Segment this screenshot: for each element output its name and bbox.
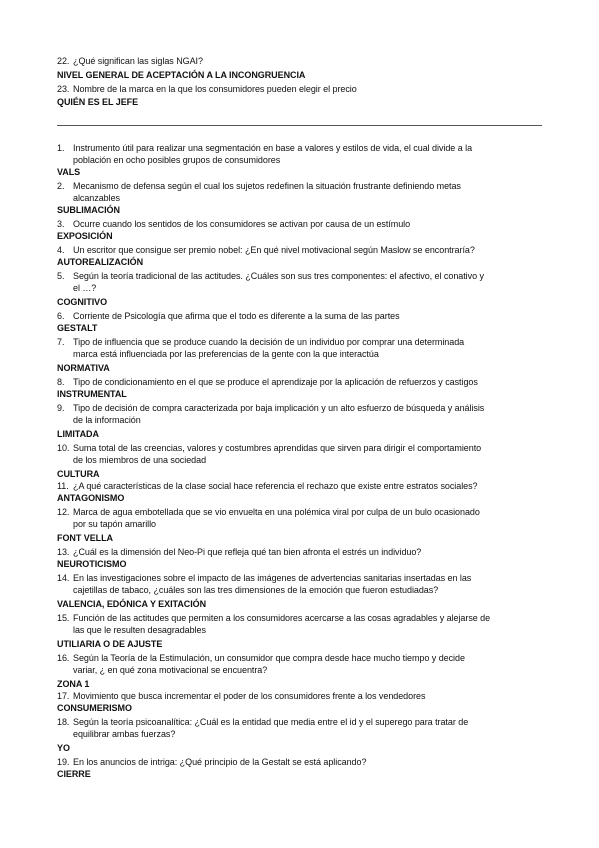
question-number: 3. (57, 219, 65, 229)
question-item (57, 547, 421, 558)
divider-line (57, 125, 542, 126)
question-text-continued: el …? (73, 283, 97, 293)
question-text-continued: marca está influenciada por las preferencias de la gente con la que interactúa (73, 349, 379, 359)
question-item (57, 481, 478, 492)
question-text: Ocurre cuando los sentidos de los consumidores se activan por causa de un estímulo (73, 219, 411, 229)
question-text: Mecanismo de defensa según el cual los sujetos redefinen la situación frustrante definiendo metas (73, 181, 461, 191)
question-number: 13. (57, 547, 70, 557)
question-text: Según la teoría tradicional de las actitudes. ¿Cuáles son sus tres componentes: el afectivo, el conativo y (73, 271, 484, 281)
question-item (57, 311, 400, 322)
question-text: Marca de agua embotellada que se vio envuelta en una polémica viral por culpa de un bulo ocasionado (73, 507, 480, 517)
answer: GESTALT (57, 323, 98, 333)
question-22 (57, 56, 203, 67)
question-number: 12. (57, 507, 70, 517)
question-text-continued: de los miembros de una sociedad (73, 455, 207, 465)
question-text: Función de las actitudes que permiten a los consumidores acercarse a las cosas agradables y alejarse de (73, 613, 491, 623)
answer: VALENCIA, EDÓNICA Y EXITACIÓN (57, 599, 207, 609)
question-text: Según la teoría psicoanalítica: ¿Cuál es la entidad que media entre el id y el superego para tratar de (73, 717, 469, 727)
question-text-continued: cajetillas de tabaco, ¿cuáles son las tres dimensiones de la emoción que fueron estudiadas? (73, 585, 439, 595)
answer: VALS (57, 167, 81, 177)
answer: NEUROTICISMO (57, 559, 127, 569)
question-text: Tipo de decisión de compra caracterizada por baja implicación y un alto esfuerzo de búsqueda y análisis (73, 403, 485, 413)
answer: UTILIARIA O DE AJUSTE (57, 639, 163, 649)
answer: EXPOSICIÓN (57, 231, 113, 241)
question-text: ¿A qué características de la clase social hace referencia el rechazo que existe entre estratos sociales? (73, 481, 478, 491)
answer: CULTURA (57, 469, 100, 479)
question-number: 10. (57, 443, 70, 453)
question-item (57, 271, 484, 282)
question-item (57, 219, 410, 230)
question-number: 22. (57, 56, 70, 66)
answer-23: QUIÉN ES EL JEFE (57, 97, 139, 107)
question-text-continued: equilibrar ambas fuerzas? (73, 729, 176, 739)
answer: LIMITADA (57, 429, 99, 439)
question-text-continued: las que le resulten desagradables (73, 625, 206, 635)
question-text: Suma total de las creencias, valores y costumbres aprendidas que sirven para dirigir el comportamiento (73, 443, 482, 453)
question-item (57, 403, 484, 414)
question-text-continued: por su tapón amarillo (73, 519, 156, 529)
answer: COGNITIVO (57, 297, 108, 307)
question-number: 15. (57, 613, 70, 623)
question-text-continued: variar, ¿ en qué zona motivacional se encuentra? (73, 665, 268, 675)
question-number: 17. (57, 691, 70, 701)
question-number: 1. (57, 143, 65, 153)
question-number: 2. (57, 181, 65, 191)
question-number: 11. (57, 481, 69, 491)
question-item (57, 337, 464, 348)
question-item (57, 143, 472, 154)
question-text: Corriente de Psicología que afirma que el todo es diferente a la suma de las partes (73, 311, 400, 321)
answer: FONT VELLA (57, 533, 113, 543)
answer: ANTAGONISMO (57, 493, 125, 503)
answer: SUBLIMACIÓN (57, 205, 120, 215)
question-text-continued: alcanzables (73, 193, 120, 203)
question-text: Según la Teoría de la Estimulación, un consumidor que compra desde hace mucho tiempo y decide (73, 653, 465, 663)
question-number: 4. (57, 245, 65, 255)
question-text: En los anuncios de intriga: ¿Qué principio de la Gestalt se está aplicando? (73, 757, 367, 767)
question-text: Tipo de influencia que se produce cuando la decisión de un individuo por comprar una determinada (73, 337, 465, 347)
question-number: 14. (57, 573, 70, 583)
answer: CONSUMERISMO (57, 703, 132, 713)
question-item (57, 613, 490, 624)
question-item (57, 573, 471, 584)
question-number: 9. (57, 403, 65, 413)
question-text: Tipo de condicionamiento en el que se produce el aprendizaje por la aplicación de refuerzos y castigos (73, 377, 478, 387)
question-text: Un escritor que consigue ser premio nobel: ¿En qué nivel motivacional según Maslow se encontraría? (73, 245, 475, 255)
question-item (57, 757, 366, 768)
answer: AUTOREALIZACIÓN (57, 257, 144, 267)
answer: INSTRUMENTAL (57, 389, 127, 399)
question-item (57, 245, 475, 256)
question-text-continued: de la información (73, 415, 141, 425)
question-item (57, 691, 425, 702)
question-number: 7. (57, 337, 65, 347)
answer: ZONA 1 (57, 679, 90, 689)
question-item (57, 181, 461, 192)
question-number: 18. (57, 717, 70, 727)
answer: YO (57, 743, 70, 753)
question-text: En las investigaciones sobre el impacto de las imágenes de advertencias sanitarias insertadas en las (73, 573, 472, 583)
answer: NORMATIVA (57, 363, 110, 373)
question-item (57, 717, 468, 728)
answer: CIERRE (57, 769, 91, 779)
question-number: 5. (57, 271, 65, 281)
question-number: 8. (57, 377, 65, 387)
question-number: 23. (57, 84, 70, 94)
question-text: Movimiento que busca incrementar el poder de los consumidores frente a los vendedores (73, 691, 426, 701)
question-text: ¿Cuál es la dimensión del Neo-Pi que refleja qué tan bien afronta el estrés un individuo? (73, 547, 422, 557)
question-23 (57, 84, 357, 95)
question-item (57, 443, 481, 454)
question-text: Nombre de la marca en la que los consumidores pueden elegir el precio (73, 84, 357, 94)
question-item (57, 507, 480, 518)
question-item (57, 653, 465, 664)
question-number: 19. (57, 757, 70, 767)
question-text-continued: población en ocho posibles grupos de consumidores (73, 155, 281, 165)
answer-22: NIVEL GENERAL DE ACEPTACIÓN A LA INCONGRUENCIA (57, 70, 306, 80)
question-text: ¿Qué significan las siglas NGAI? (73, 56, 203, 66)
question-number: 6. (57, 311, 65, 321)
question-number: 16. (57, 653, 70, 663)
question-text: Instrumento útil para realizar una segmentación en base a valores y estilos de vida, el cual divide a la (73, 143, 473, 153)
question-item (57, 377, 478, 388)
